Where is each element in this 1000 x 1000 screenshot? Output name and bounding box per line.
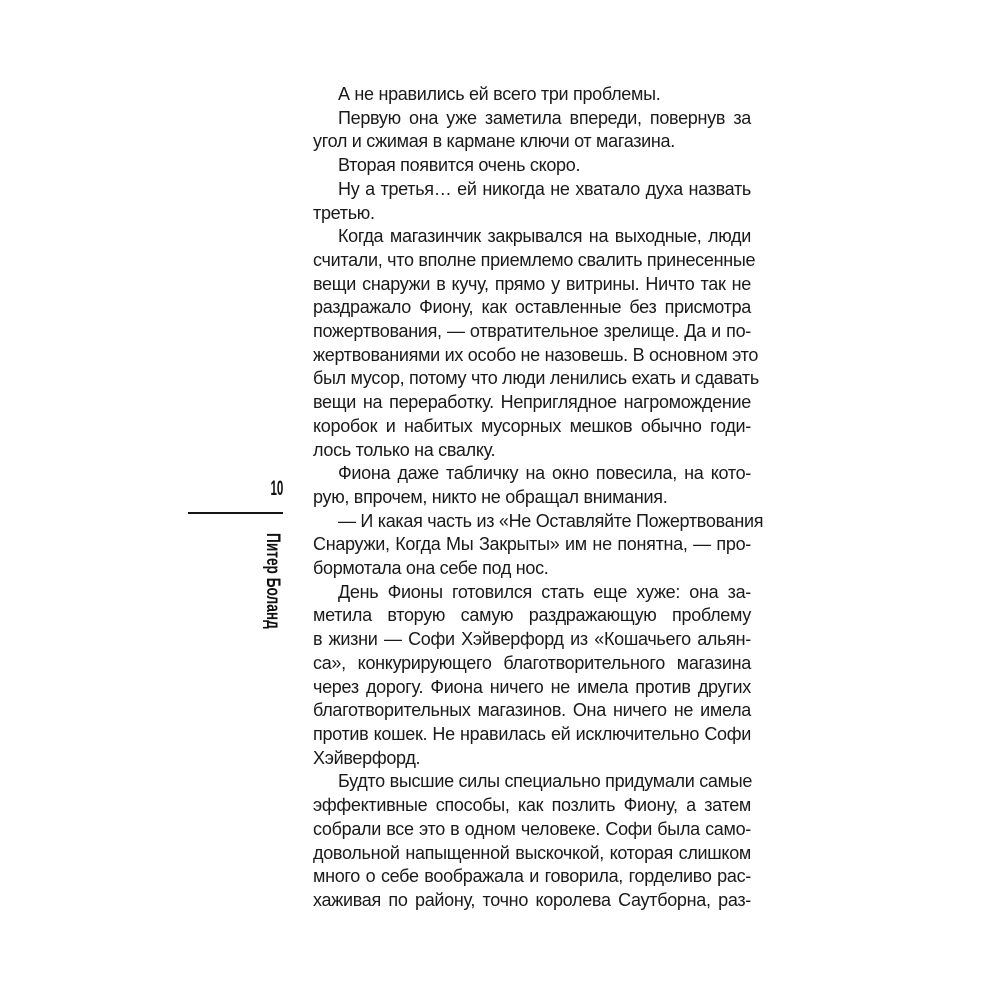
page-number — [188, 478, 283, 499]
body-line: Снаружи, Когда Мы Закрыты» им не понятна, — про- — [313, 534, 751, 555]
body-line: Фиона даже табличку на окно повесила, на кото- — [338, 463, 751, 484]
body-line: хаживая по району, точно королева Саутборна, раз- — [313, 889, 751, 910]
body-line: собрали все это в одном человеке. Софи была само- — [313, 818, 751, 839]
body-line: бормотала она себе под нос. — [313, 558, 549, 579]
body-text — [313, 83, 764, 913]
body-line: Первую она уже заметила впереди, повернув за — [338, 107, 751, 128]
body-line: довольной напыщенной выскочкой, которая слишком — [313, 842, 751, 863]
body-line: благотворительных магазинов. Она ничего не имела — [313, 700, 751, 721]
body-line: в жизни — Софи Хэйверфорд из «Кошачьего альян- — [313, 629, 751, 650]
body-line: вещи снаружи в кучу, прямо у витрины. Ничто так не — [313, 273, 751, 294]
body-line: эффективные способы, как позлить Фиону, а затем — [313, 795, 751, 816]
body-line: лось только на свалку. — [313, 439, 496, 460]
author-name-vertical: Питер Боланд — [262, 533, 283, 629]
body-line: раздражало Фиону, как оставленные без присмотра — [313, 297, 751, 318]
body-line: А не нравились ей всего три проблемы. — [338, 84, 661, 104]
body-line: Ну а третья… ей никогда не хватало духа назвать — [338, 178, 751, 199]
margin-divider — [188, 512, 283, 514]
body-line: Будто высшие силы специально придумали самые — [338, 771, 753, 792]
body-line: много о себе воображала и говорила, горделиво рас- — [313, 866, 751, 887]
body-line: через дорогу. Фиона ничего не имела против других — [313, 676, 751, 697]
body-line: метила вторую самую раздражающую проблему — [313, 605, 751, 626]
body-line: против кошек. Не нравилась ей исключительно Софи — [313, 723, 751, 744]
body-line: коробок и набитых мусорных мешков обычно годи- — [313, 415, 751, 436]
body-line: Когда магазинчик закрывался на выходные, люди — [338, 226, 751, 247]
body-line: пожертвования, — отвратительное зрелище. Да и по- — [313, 321, 751, 342]
body-line: Вторая появится очень скоро. — [338, 155, 581, 176]
body-line: жертвованиями их особо не назовешь. В основном это — [313, 344, 759, 365]
body-line: третью. — [313, 202, 375, 223]
body-line: вещи на переработку. Неприглядное нагромождение — [313, 392, 751, 413]
body-line: считали, что вполне приемлемо свалить принесенные — [313, 249, 756, 270]
body-line: Хэйверфорд. — [313, 747, 421, 768]
body-line: угол и сжимая в кармане ключи от магазина. — [313, 131, 675, 152]
page-number-value: 10 — [270, 477, 283, 500]
body-line: День Фионы готовился стать еще хуже: она за- — [338, 581, 751, 602]
body-line: — И какая часть из «Не Оставляйте Пожертвования — [338, 510, 764, 531]
body-line: был мусор, потому что люди ленились ехать и сдавать — [313, 368, 759, 389]
body-line: са», конкурирующего благотворительного магазина — [313, 652, 751, 673]
body-line: рую, впрочем, никто не обращал внимания. — [313, 486, 668, 507]
